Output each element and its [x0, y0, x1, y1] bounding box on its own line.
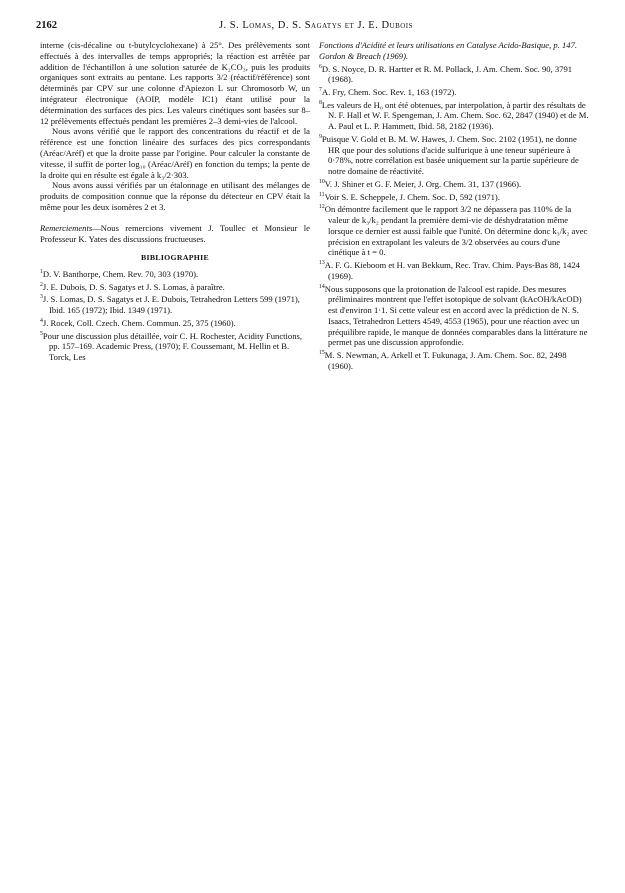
reference-number: 11 — [319, 191, 325, 198]
reference-item — [319, 132, 589, 177]
reference-number: 2 — [40, 281, 43, 288]
reference-number: 7 — [319, 87, 322, 94]
reference-item — [40, 316, 310, 329]
reference-number: 12 — [319, 204, 325, 211]
reference-item — [319, 98, 589, 132]
reference-item — [319, 62, 589, 85]
reference-item — [40, 280, 310, 293]
reference-text: Puisque V. Gold et B. M. W. Hawes, J. Chem. Soc. 2102 (1951), ne donne HR que pour des solutions d'acide sulfurique à une teneur supérieure à 0·78%, notre corrélation est basée uniquement sur la partie supérieure de notre domaine de réactivité. — [321, 133, 579, 177]
reference-text: Pour une discussion plus détaillée, voir C. H. Rochester, Acidity Functions, pp. 157–169. Academic Press, (1970); F. Coussemant, M. Hellin et B. Torck, Les — [42, 330, 303, 363]
reference-continuation: Fonctions d'Acidité et leurs utilisations en Catalyse Acido-Basique, p. 147. Gordon & Breach (1969). — [319, 40, 578, 61]
reference-number: 1 — [40, 269, 43, 276]
reference-item — [40, 329, 310, 363]
reference-number: 6 — [319, 63, 322, 70]
reference-text: On démontre facilement que le rapport 3/2 ne dépassera pas 110% de la valeur de k₃/k₂ pendant la première demi-vie de déshydratation même lorsque ce dernier est aussi faible que l'unité. On détermine donc k₃/k₂ avec précision en extrapolant les valeurs de 3/2 observées au cours d'une cinétique à t = 0. — [324, 204, 588, 258]
reference-text: V. J. Shiner et G. F. Meier, J. Org. Chem. 31, 137 (1966). — [324, 178, 522, 189]
reference-text: J. E. Dubois, D. S. Sagatys et J. S. Lomas, à paraître. — [42, 281, 225, 292]
reference-number: 13 — [319, 260, 325, 267]
reference-text: D. S. Noyce, D. R. Hartter et R. M. Pollack, J. Am. Chem. Soc. 90, 3791 (1968). — [321, 63, 573, 85]
reference-text: Nous supposons que la protonation de l'alcool est rapide. Des mesures préliminaires montrent que l'effet isotopique de solvant (kAcOH/kAcOD) est d'environ 1·1. Si cette valeur est en accord avec la prédiction de N. S. Isaacs, Tetrahedron Letters 4549, 4553 (1965), pour une réaction avec un préquilibre rapide, le manque de données comparables dans la littérature ne permet pas une discussion approfondie. — [324, 283, 588, 348]
reference-item — [319, 177, 589, 190]
reference-item — [319, 348, 589, 371]
acknowledgement — [40, 223, 310, 245]
left-column — [40, 40, 310, 363]
reference-text: J. S. Lomas, D. S. Sagatys et J. E. Dubois, Tetrahedron Letters 599 (1971), Ibid. 165 (1972); Ibid. 1349 (1971). — [42, 294, 300, 316]
reference-item — [319, 282, 589, 349]
body-paragraph: interne (cis-décaline ou t-butylcyclohexane) à 25°. Des prélèvements sont effectués à des intervalles de temps appropriés; la réaction est arrêtée par addition de l'échantillon à une solution saturée de K₂CO₃, puis les produits organiques sont extraits au pentane. Les rapports 3/2 (réactif/référence) sont déterminés par CPV sur une colonne d'Apiezon L sur Chromosorb W, un intégrateur électronique (AOIP, modèle IC1) étant utilisé pour la détermination des surfaces des pics. Les valeurs cinétiques sont basées sur 8–12 prélèvements effectués pendant les premières 2–3 demi-vies de l'alcool. — [40, 40, 310, 126]
reference-number: 4 — [40, 317, 43, 324]
reference-text: Voir S. E. Scheppele, J. Chem. Soc. D, 592 (1971). — [324, 191, 500, 202]
reference-number: 8 — [319, 99, 322, 106]
running-head: J. S. Lomas, D. S. Sagatys et J. E. Dubois — [218, 20, 414, 31]
reference-number: 10 — [319, 179, 325, 185]
reference-text: A. F. G. Kieboom et H. van Bekkum, Rec. Trav. Chim. Pays-Bas 88, 1424 (1969). — [324, 260, 580, 281]
reference-number: 5 — [40, 330, 43, 337]
body-paragraph: Nous avons aussi vérifiés par un étalonnage en utilisant des mélanges de produits de composition connue que la réponse du détecteur en CPV était la même pour les deux isomères 2 et 3. — [40, 180, 310, 212]
acknowledgement-label: Remerciements — [40, 222, 93, 233]
reference-item — [40, 292, 310, 315]
reference-item — [40, 267, 310, 280]
reference-text: Les valeurs de H₀ ont été obtenues, par interpolation, à partir des résultats de N. F. Hall et W. F. Spengeman, J. Am. Chem. Soc. 62, 2847 (1940) et de M. A. Paul et L. P. Hammett, Ibid. 58, 2182 (1936). — [321, 99, 589, 132]
reference-item — [319, 85, 589, 98]
right-column — [319, 40, 589, 372]
page-header — [36, 20, 596, 36]
reference-number: 14 — [319, 283, 325, 290]
body-paragraph: Nous avons vérifié que le rapport des concentrations du réactif et de la référence est une fonction linéaire des surfaces des pics correspondants (Aréac/Aréf) et que la droite passe par l'origine. Pour calculer la constante de vitesse, il suffit de porter log₁₀ (Aréac/Aréf) en fonction du temps; la pente de la droite qui en résulte est égale à k₃/2·303. — [40, 126, 310, 180]
reference-text: D. V. Banthorpe, Chem. Rev. 70, 303 (1970). — [42, 269, 199, 279]
page-number: 2162 — [36, 20, 57, 31]
bibliography-title: BIBLIOGRAPHIE — [140, 253, 210, 263]
reference-text: M. S. Newman, A. Arkell et T. Fukunaga, J. Am. Chem. Soc. 82, 2498 (1960). — [324, 350, 567, 371]
reference-item — [319, 202, 589, 258]
reference-number: 3 — [40, 294, 43, 301]
reference-item — [319, 190, 589, 203]
reference-number: 15 — [319, 350, 325, 357]
acknowledgement-text: —Nous remercions vivement J. Toullec et Monsieur le Professeur K. Yates des discussions fructueuses. — [40, 222, 310, 244]
reference-item — [319, 258, 589, 281]
reference-text: A. Fry, Chem. Soc. Rev. 1, 163 (1972). — [321, 86, 457, 97]
reference-text: J. Rocek, Coll. Czech. Chem. Commun. 25, 375 (1960). — [42, 317, 236, 328]
reference-number: 9 — [319, 133, 322, 140]
